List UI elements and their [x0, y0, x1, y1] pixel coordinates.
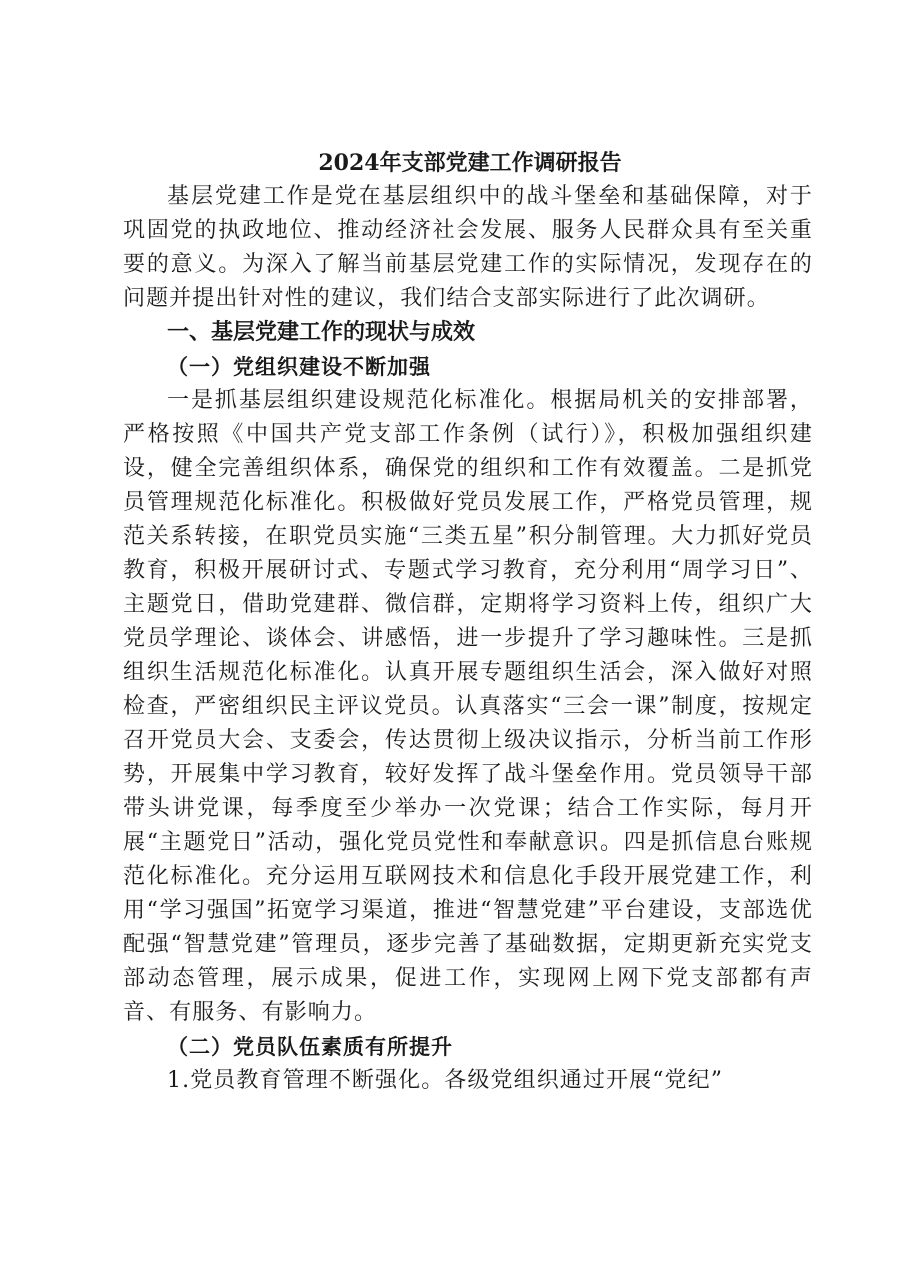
- subsection-heading: （一）党组织建设不断加强: [167, 354, 431, 379]
- section-heading: 一、基层党建工作的现状与成效: [167, 320, 476, 345]
- body-paragraph: 一是抓基层组织建设规范化标准化。根据局机关的安排部署，严格按照《中国共产党支部工作条例（试行）》，积极加强组织建设，健全完善组织体系，确保党的组织和工作有效覆盖。二是抓党员管理规范化标准化。积极做好党员发展工作，严格党员管理，规范关系转接，在职党员实施“三类五星”积分制管理。大力抓好党员教育，积极开展研讨式、专题式学习教育，充分利用“周学习日”、主题党日，借助党建群、微信群，定期将学习资料上传，组织广大党员学理论、谈体会、讲感悟，进一步提升了学习趣味性。三是抓组织生活规范化标准化。认真开展专题组织生活会，深入做好对照检查，严密组织民主评议党员。认真落实“三会一课”制度，按规定召开党员大会、支委会，传达贯彻上级决议指示，分析当前工作形势，开展集中学习教育，较好发挥了战斗堡垒作用。党员领导干部带头讲党课，每季度至少举办一次党课；结合工作实际，每月开展“主题党日”活动，强化党员党性和奉献意识。四是抓信息台账规范化标准化。充分运用互联网技术和信息化手段开展党建工作，利用“学习强国”拓宽学习渠道，推进“智慧党建”平台建设，支部选优配强“智慧党建”管理员，逐步完善了基础数据，定期更新充实党支部动态管理，展示成果，促进工作，实现网上网下党支部都有声音、有服务、有影响力。: [123, 388, 813, 1025]
- document-title: 2024年支部党建工作调研报告: [318, 150, 622, 176]
- subsection-heading: （二）党员队伍素质有所提升: [167, 1034, 453, 1059]
- intro-paragraph: 基层党建工作是党在基层组织中的战斗堡垒和基础保障，对于巩固党的执政地位、推动经济社会发展、服务人民群众具有至关重要的意义。为深入了解当前基层党建工作的实际情况，发现存在的问题并提出针对性的建议，我们结合支部实际进行了此次调研。: [123, 184, 813, 311]
- document-page: [123, 146, 813, 1098]
- body-paragraph: 1.党员教育管理不断强化。各级党组织通过开展“党纪”: [167, 1068, 724, 1093]
